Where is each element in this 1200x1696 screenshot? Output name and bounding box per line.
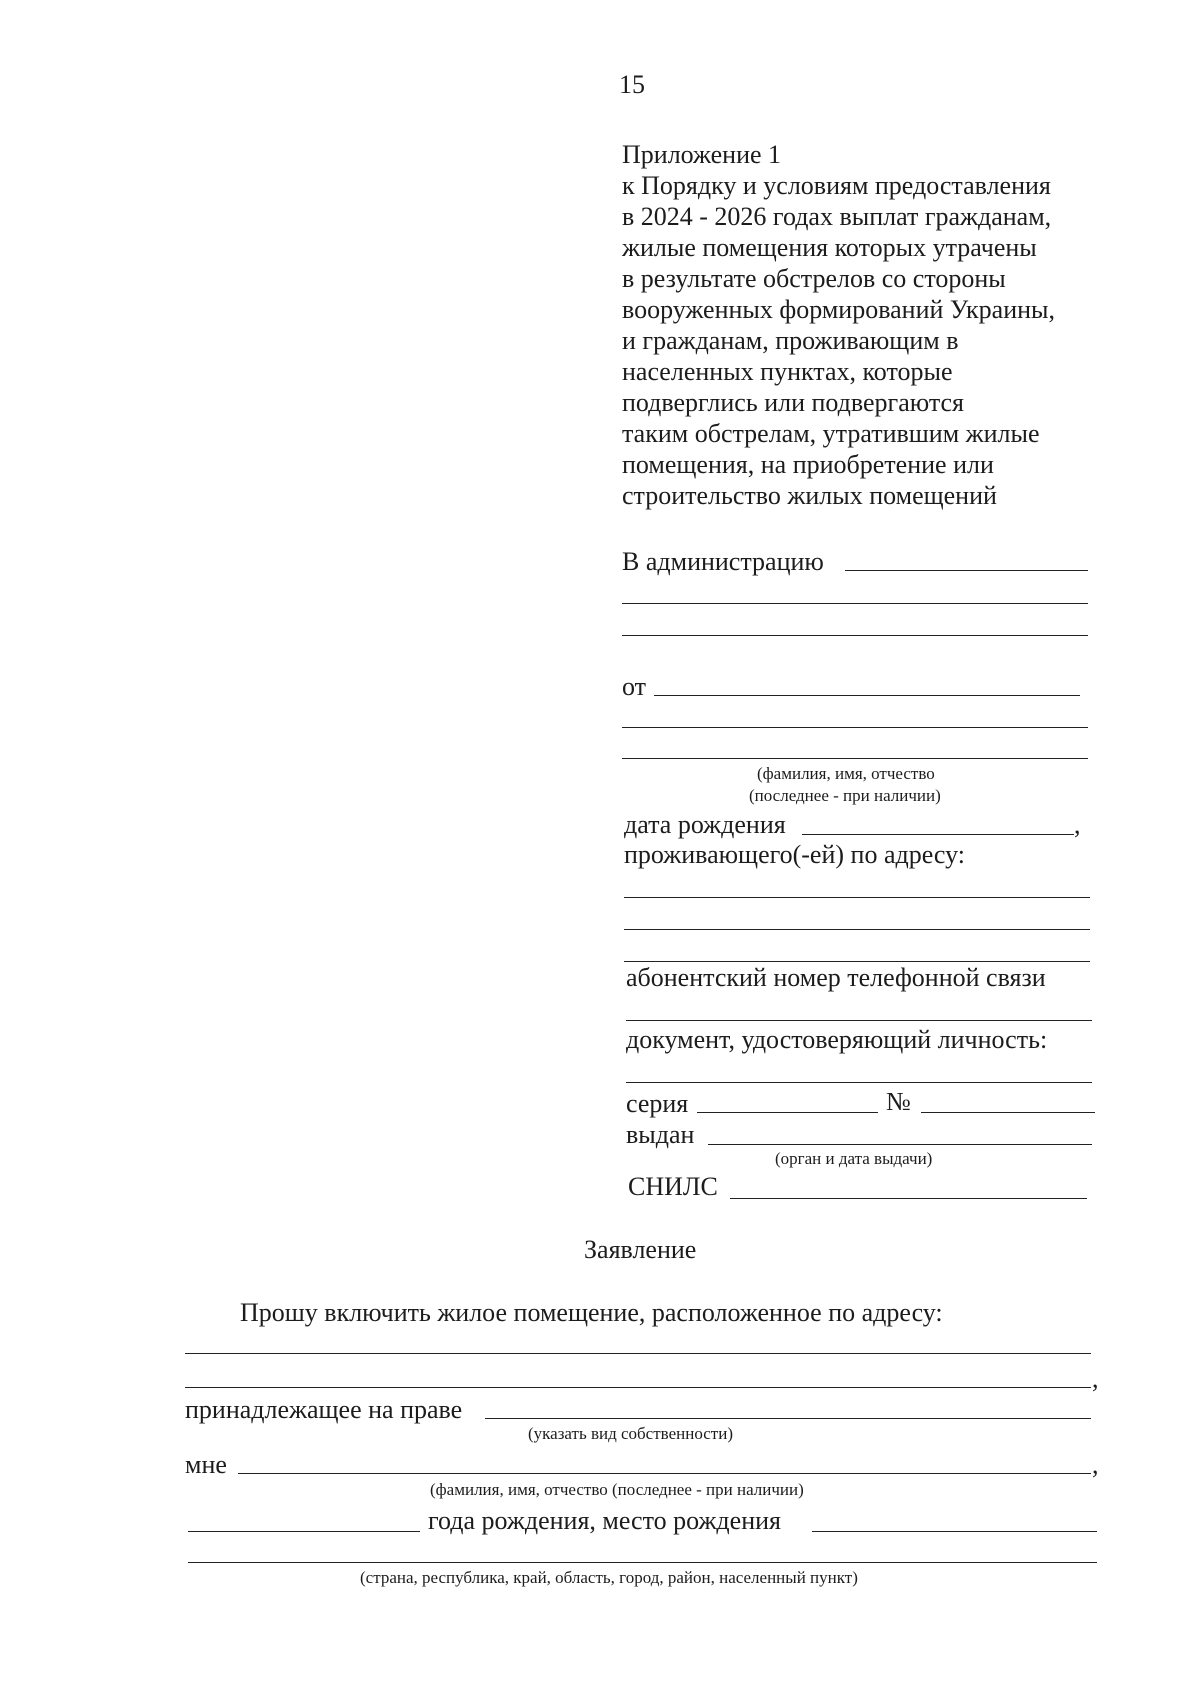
phone-field[interactable]: [626, 1020, 1092, 1021]
series-label: серия: [626, 1089, 689, 1118]
annex-line: к Порядку и условиям предоставления: [622, 171, 1051, 200]
property-address-comma: ,: [1092, 1364, 1099, 1393]
fio-hint: (фамилия, имя, отчество: [757, 764, 935, 783]
property-address-field-line-2[interactable]: [185, 1387, 1091, 1388]
birth-date-comma: ,: [1074, 810, 1081, 839]
birth-place-field-line-2[interactable]: [188, 1562, 1097, 1563]
annex-line: населенных пунктах, которые: [622, 357, 953, 386]
id-doc-label: документ, удостоверяющий личность:: [626, 1025, 1048, 1054]
address-field-line-3[interactable]: [624, 961, 1090, 962]
annex-line: Приложение 1: [622, 140, 782, 169]
birth-year-place-label: года рождения, место рождения: [428, 1506, 781, 1535]
birth-year-field[interactable]: [188, 1531, 420, 1532]
annex-line: вооруженных формирований Украины,: [622, 295, 1055, 324]
fio-hint-2: (последнее - при наличии): [749, 786, 941, 805]
owned-by-label: принадлежащее на праве: [185, 1395, 463, 1424]
annex-line: и гражданам, проживающим в: [622, 326, 959, 355]
ownership-type-field[interactable]: [485, 1418, 1091, 1419]
id-doc-field[interactable]: [626, 1082, 1092, 1083]
birth-date-field[interactable]: [802, 834, 1074, 835]
admin-name-field[interactable]: [845, 570, 1088, 571]
me-label: мне: [185, 1450, 227, 1479]
annex-line: строительство жилых помещений: [622, 481, 997, 510]
snils-label: СНИЛС: [628, 1172, 718, 1201]
series-field[interactable]: [697, 1112, 878, 1113]
applicant-name-field[interactable]: [654, 695, 1080, 696]
issued-hint: (орган и дата выдачи): [775, 1149, 933, 1168]
admin-name-field-line-2[interactable]: [622, 603, 1088, 604]
birth-date-label: дата рождения: [624, 810, 786, 839]
statement-title: Заявление: [584, 1235, 697, 1264]
page-number: 15: [619, 70, 645, 99]
applicant-name-field-line-2[interactable]: [622, 727, 1088, 728]
birth-place-field[interactable]: [812, 1531, 1097, 1532]
annex-line: подверглись или подвергаются: [622, 388, 965, 417]
issued-label: выдан: [626, 1120, 695, 1149]
issued-field[interactable]: [708, 1144, 1092, 1145]
snils-field[interactable]: [730, 1198, 1087, 1199]
annex-line: в 2024 - 2026 годах выплат гражданам,: [622, 202, 1052, 231]
address-field-line-1[interactable]: [624, 897, 1090, 898]
property-address-field-line-1[interactable]: [185, 1353, 1091, 1354]
address-field-line-2[interactable]: [624, 929, 1090, 930]
from-label: от: [622, 672, 647, 701]
to-admin-label: В администрацию: [622, 547, 824, 576]
applicant-name-field-line-3[interactable]: [622, 758, 1088, 759]
owner-name-hint: (фамилия, имя, отчество (последнее - при наличии): [430, 1480, 804, 1499]
annex-line: помещения, на приобретение или: [622, 450, 994, 479]
annex-line: таким обстрелам, утратившим жилые: [622, 419, 1040, 448]
ownership-hint: (указать вид собственности): [528, 1424, 733, 1443]
annex-line: в результате обстрелов со стороны: [622, 264, 1006, 293]
address-label: проживающего(-ей) по адресу:: [624, 840, 965, 869]
birth-place-hint: (страна, республика, край, область, город, район, населенный пункт): [360, 1568, 858, 1587]
annex-heading: [622, 139, 1055, 511]
phone-label: абонентский номер телефонной связи: [626, 963, 1046, 992]
statement-request: Прошу включить жилое помещение, расположенное по адресу:: [240, 1298, 943, 1327]
admin-name-field-line-3[interactable]: [622, 635, 1088, 636]
owner-name-comma: ,: [1092, 1450, 1099, 1479]
number-label: №: [886, 1087, 911, 1116]
annex-line: жилые помещения которых утрачены: [622, 233, 1037, 262]
owner-name-field[interactable]: [238, 1473, 1091, 1474]
number-field[interactable]: [921, 1112, 1095, 1113]
